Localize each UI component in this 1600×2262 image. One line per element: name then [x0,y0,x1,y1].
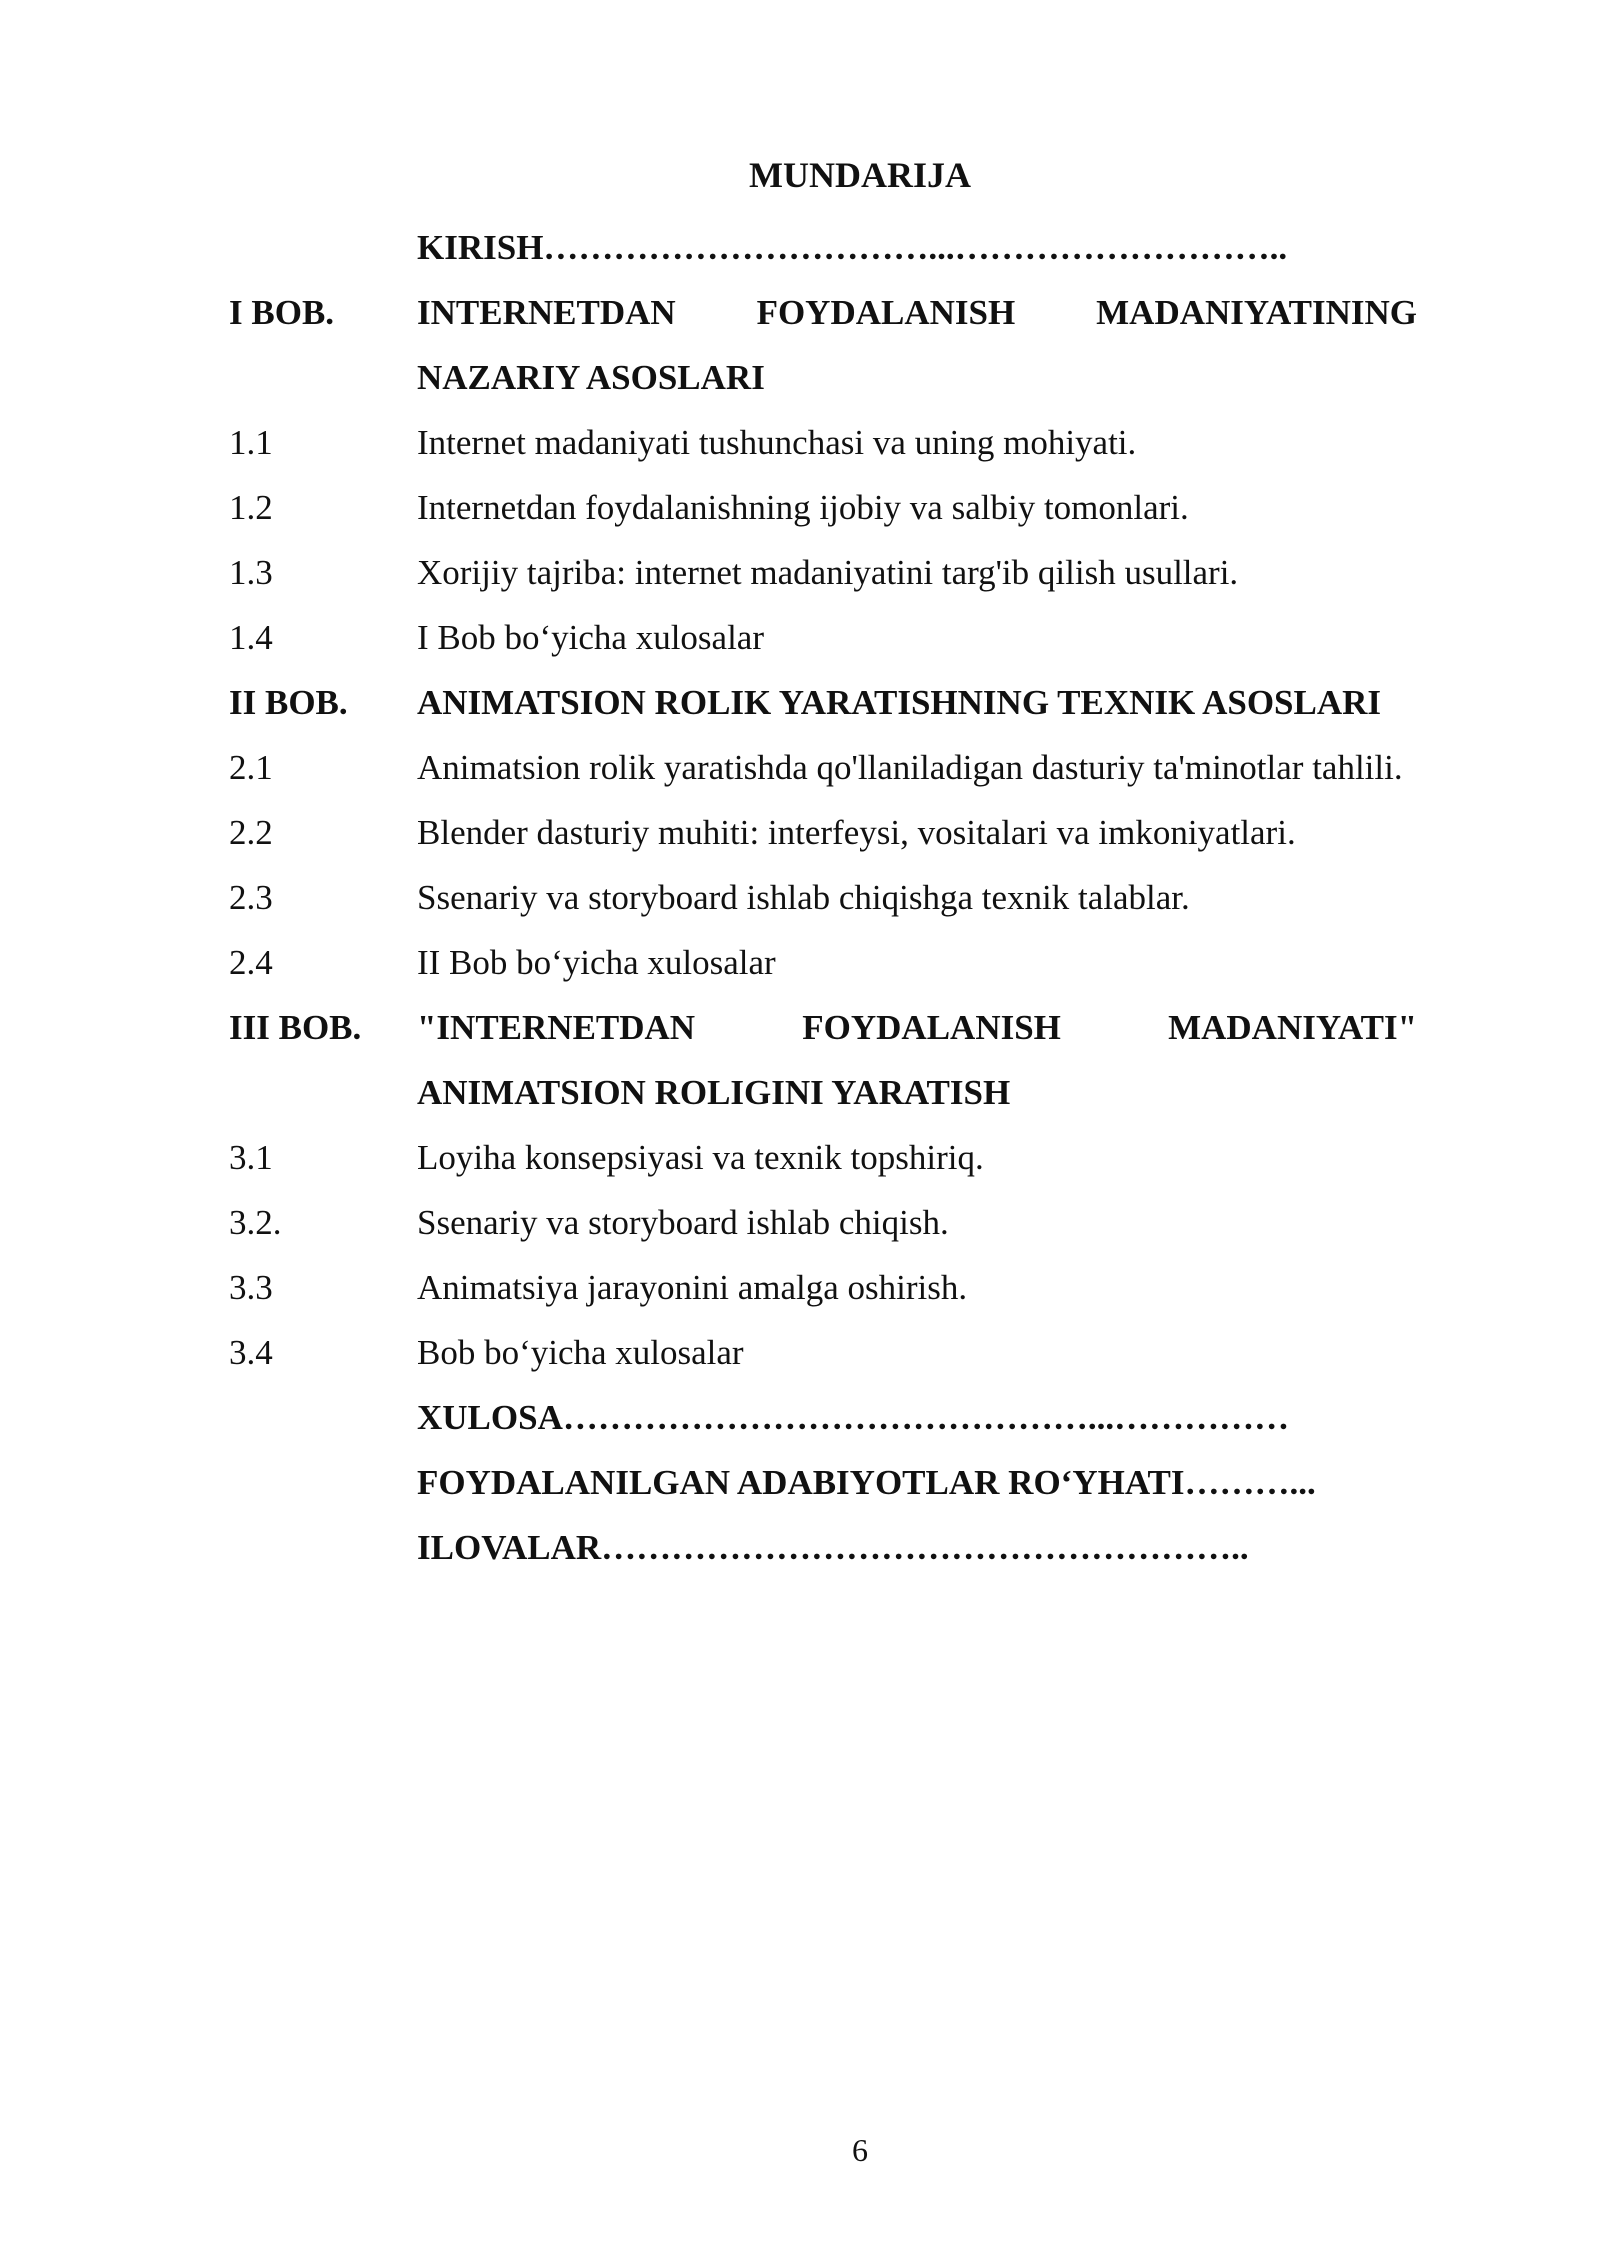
toc-entry-section-3-4 [229,1320,1417,1385]
toc-entry-section-3-2 [229,1190,1417,1255]
toc-entry-number: 2.4 [229,943,273,982]
toc-entry-section-3-1 [229,1125,1417,1190]
toc-entry-section-3-3 [229,1255,1417,1320]
toc-entry-number: 3.3 [229,1268,273,1307]
page-number: 6 [852,2132,868,2168]
toc-entry-title: Xorijiy tajriba: internet madaniyatini targ'ib qilish usullari. [417,553,1239,592]
toc-entry-title: Internetdan foydalanishning ijobiy va salbiy tomonlari. [417,488,1189,527]
toc-entry-number: 1.4 [229,618,273,657]
toc-entry-title: Ssenariy va storyboard ishlab chiqishga texnik talablar. [417,878,1190,917]
toc-entry-references [229,1450,1417,1515]
toc-entry-title: Ssenariy va storyboard ishlab chiqish. [417,1203,949,1242]
toc-entry-number: 3.4 [229,1333,273,1372]
toc-entry-number: 1.2 [229,488,273,527]
toc-entry-section-1-1 [229,410,1417,475]
toc-entry-number: 3.2. [229,1203,282,1242]
toc-entry-number: 1.3 [229,553,273,592]
toc-entry-title: ANIMATSION ROLIK YARATISHNING TEXNIK ASOSLARI [417,683,1382,722]
toc-entry-number: 2.3 [229,878,273,917]
toc-entry-number: I BOB. [229,293,335,332]
toc-entry-section-2-2 [229,800,1417,865]
toc-entry-title: Internet madaniyati tushunchasi va uning mohiyati. [417,423,1137,462]
toc-entry-number: 2.2 [229,813,273,852]
toc-entry-section-1-2 [229,475,1417,540]
toc-entry-number: 3.1 [229,1138,273,1177]
toc-entry-title: I Bob bo‘yicha xulosalar [417,618,764,657]
toc-entry-title: Animatsiya jarayonini amalga oshirish. [417,1268,968,1307]
toc-entry-number: III BOB. [229,1008,362,1047]
toc-entry-title: Blender dasturiy muhiti: interfeysi, vositalari va imkoniyatlari. [417,813,1296,852]
toc-entry-title: Bob bo‘yicha xulosalar [417,1333,744,1372]
toc-entry-title: II Bob bo‘yicha xulosalar [417,943,776,982]
toc-entry-title: INTERNETDAN FOYDALANISH MADANIYATINING NAZARIY ASOSLARI [417,293,1417,397]
toc-entry-section-1-3 [229,540,1417,605]
toc-entry-title: Loyiha konsepsiyasi va texnik topshiriq. [417,1138,984,1177]
toc-entry-title: KIRISH……………………………...……………………….. [417,228,1288,267]
toc-entry-section-1-4 [229,605,1417,670]
toc-entry-title: ILOVALAR……………………………………………….. [417,1528,1249,1567]
table-of-contents [229,215,1417,1580]
toc-entry-title: XULOSA………………………………………...…………… [417,1398,1290,1437]
toc-entry-title: FOYDALANILGAN ADABIYOTLAR RO‘YHATI………... [417,1463,1316,1502]
toc-entry-section-2-3 [229,865,1417,930]
toc-entry-kirish [229,215,1417,280]
toc-entry-title: "INTERNETDAN FOYDALANISH MADANIYATI" ANIMATSION ROLIGINI YARATISH [417,1008,1417,1112]
toc-entry-number: II BOB. [229,683,348,722]
toc-entry-section-2-1 [229,735,1417,800]
toc-entry-number: 2.1 [229,748,273,787]
toc-entry-chapter-1 [229,280,1417,410]
toc-entry-chapter-3 [229,995,1417,1125]
toc-entry-appendices [229,1515,1417,1580]
toc-entry-chapter-2 [229,670,1417,735]
toc-entry-number: 1.1 [229,423,273,462]
toc-entry-title: Animatsion rolik yaratishda qo'llaniladigan dasturiy ta'minotlar tahlili. [417,748,1403,787]
toc-entry-section-2-4 [229,930,1417,995]
toc-heading: MUNDARIJA [749,155,971,195]
toc-entry-xulosa [229,1385,1417,1450]
